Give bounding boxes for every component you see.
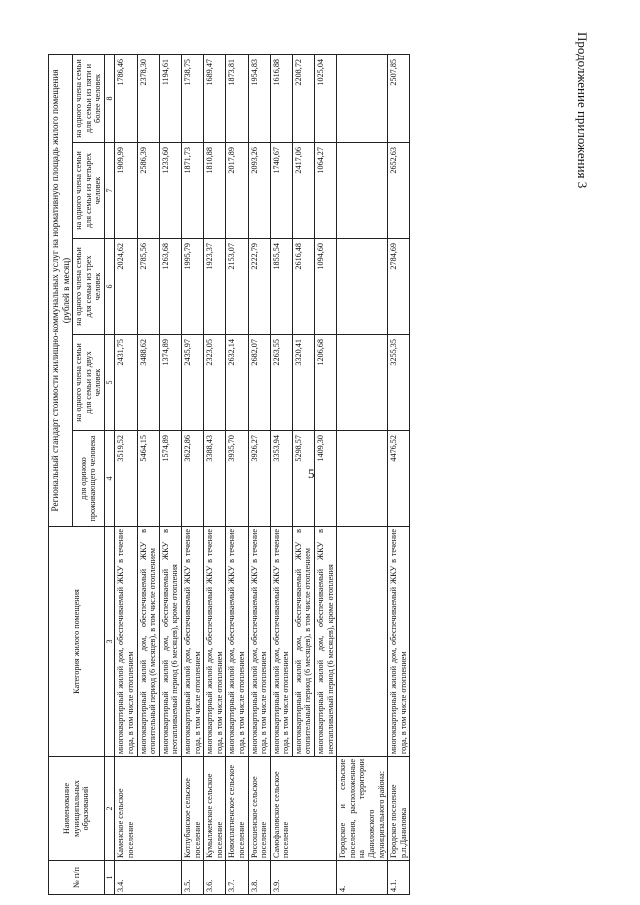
cost-value: 1233,60 [159,143,181,239]
table-row [181,54,203,894]
cost-value [337,54,388,142]
col-no-header: № п/п [49,861,105,895]
housing-category: многоквартирный жилой дом, обеспечиваемый ЖКУ в течение года, в том числе отоплением [181,527,203,757]
housing-category: многоквартирный жилой дом, обеспечиваемый ЖКУ в течение года, в том числе отоплением [388,527,410,757]
cost-value: 2507,85 [388,54,410,142]
col-name-header: Наименование муниципальных образований [49,757,105,861]
cost-value: 2093,26 [248,143,270,239]
cost-value: 2263,55 [270,335,292,431]
housing-category [337,527,388,757]
cost-value [337,431,388,527]
housing-category: многоквартирный жилой дом, обеспечиваемый ЖКУ в течение года, в том числе отоплением [204,527,226,757]
cost-value: 2616,48 [292,239,314,335]
cost-value: 1810,88 [204,143,226,239]
cost-value: 1206,68 [315,335,337,431]
cost-value: 2323,05 [204,335,226,431]
cost-value: 1873,81 [226,54,248,142]
municipality-name: Котлубанское сельское поселение [181,757,203,861]
cost-value: 2024,62 [115,239,137,335]
cost-value: 2017,89 [226,143,248,239]
cost-value: 3388,43 [204,431,226,527]
column-number: 2 [104,757,115,861]
table-row [388,54,410,894]
cost-value: 1740,67 [270,143,292,239]
cost-value: 2785,56 [137,239,159,335]
cost-value [337,335,388,431]
column-number: 7 [104,143,115,239]
cost-value: 1574,89 [159,431,181,527]
cost-value: 2431,75 [115,335,137,431]
housing-cost-table [48,54,410,895]
table-row [337,54,388,894]
housing-category: многоквартирный жилой дом, обеспечиваемый ЖКУ в неотапливаемый период (6 месяцев), кроме отопления [159,527,181,757]
page-number: 5 [308,466,315,481]
cost-value: 1923,37 [204,239,226,335]
column-number: 6 [104,239,115,335]
cost-value: 2586,39 [137,143,159,239]
header-row-1 [49,54,73,894]
municipality-name: Городское поселение р.п.Даниловка [388,757,410,861]
cost-value: 1995,79 [181,239,203,335]
cost-value: 1194,61 [159,54,181,142]
table-row [270,54,292,894]
cost-value: 3935,70 [226,431,248,527]
col-standard-header: Региональный стандарт стоимости жилищно-коммунальных услуг на нормативную площадь жилого помещения (рублей в месяц) [49,54,73,526]
cost-value: 1616,88 [270,54,292,142]
cost-value: 3353,94 [270,431,292,527]
subheader-single: для одиноко проживающего человека [73,431,105,527]
cost-value: 3320,41 [292,335,314,431]
row-number: 3.4. [115,861,182,895]
appendix-label: Продолжение приложения 3 [575,32,590,189]
municipality-name: Каменское сельское поселение [115,757,182,861]
cost-value: 3255,35 [388,335,410,431]
housing-category: многоквартирный жилой дом, обеспечиваемый ЖКУ в течение года, в том числе отоплением [115,527,137,757]
row-number: 3.7. [226,861,248,895]
cost-value: 2208,72 [292,54,314,142]
table-row [226,54,248,894]
row-number: 3.8. [248,861,270,895]
cost-value: 2222,79 [248,239,270,335]
housing-category: многоквартирный жилой дом, обеспечиваемый ЖКУ в течение года, в том числе отоплением [270,527,292,757]
column-number: 8 [104,54,115,142]
municipality-name: Самофаловское сельское поселение [270,757,337,861]
cost-value: 4476,52 [388,431,410,527]
row-number: 3.6. [204,861,226,895]
cost-value: 3488,62 [137,335,159,431]
housing-category: многоквартирный жилой дом, обеспечиваемый ЖКУ в течение года, в том числе отоплением [248,527,270,757]
cost-value [337,143,388,239]
col-category-header: Категория жилого помещения [49,527,105,757]
cost-value: 1064,27 [315,143,337,239]
cost-value: 1909,99 [115,143,137,239]
subheader-family-2: на одного члена семьи для семьи из двух человек [73,335,105,431]
cost-value: 1374,89 [159,335,181,431]
subheader-family-4: на одного члена семьи для семьи из четырех человек [73,143,105,239]
cost-value: 2784,69 [388,239,410,335]
column-number: 5 [104,335,115,431]
column-number: 1 [104,861,115,895]
column-numbers-row [104,54,115,894]
cost-value: 2652,63 [388,143,410,239]
cost-value: 2378,30 [137,54,159,142]
housing-category: многоквартирный жилой дом, обеспечиваемый ЖКУ в неотапливаемый период (6 месяцев), кроме отопления [315,527,337,757]
cost-value: 1954,83 [248,54,270,142]
cost-value: 2435,97 [181,335,203,431]
cost-value: 3519,52 [115,431,137,527]
row-number: 4. [337,861,388,895]
cost-value: 1025,04 [315,54,337,142]
cost-value: 2682,07 [248,335,270,431]
cost-value: 2417,06 [292,143,314,239]
table-row [204,54,226,894]
municipality-name: Новоплатненское сельское поселение [226,757,248,861]
row-number: 3.9. [270,861,337,895]
cost-value: 2632,14 [226,335,248,431]
row-number: 3.5. [181,861,203,895]
cost-value: 3622,86 [181,431,203,527]
cost-value: 1409,30 [315,431,337,527]
table-row [248,54,270,894]
column-number: 4 [104,431,115,527]
cost-value: 1094,60 [315,239,337,335]
cost-value: 2153,07 [226,239,248,335]
table-row [115,54,137,894]
cost-value: 1263,68 [159,239,181,335]
column-number: 3 [104,527,115,757]
cost-value: 1689,47 [204,54,226,142]
housing-category: многоквартирный жилой дом, обеспечиваемый ЖКУ в отопительный период (6 месяцев), в том числе отоплением [292,527,314,757]
cost-value: 5298,57 [292,431,314,527]
cost-value [337,239,388,335]
housing-category: многоквартирный жилой дом, обеспечиваемый ЖКУ в течение года, в том числе отоплением [226,527,248,757]
subheader-family-3: на одного члена семьи для семьи из трех человек [73,239,105,335]
municipality-name: Кумылженское сельское поселение [204,757,226,861]
cost-value: 1738,75 [181,54,203,142]
housing-category: многоквартирный жилой дом, обеспечиваемый ЖКУ в отопительный период (6 месяцев), в том числе отоплением [137,527,159,757]
cost-value: 1855,54 [270,239,292,335]
subheader-family-5-plus: на одного члена семьи для семьи из пяти и более человек [73,54,105,142]
cost-value: 1871,73 [181,143,203,239]
municipality-name: Россошенское сельское поселение [248,757,270,861]
cost-value: 1786,46 [115,54,137,142]
cost-value: 3926,27 [248,431,270,527]
municipality-name: Городское и сельские поселения, расположенные на территории Даниловского муниципального района: [337,757,388,861]
cost-value: 5464,15 [137,431,159,527]
rotated-table-container [48,55,598,895]
row-number: 4.1. [388,861,410,895]
